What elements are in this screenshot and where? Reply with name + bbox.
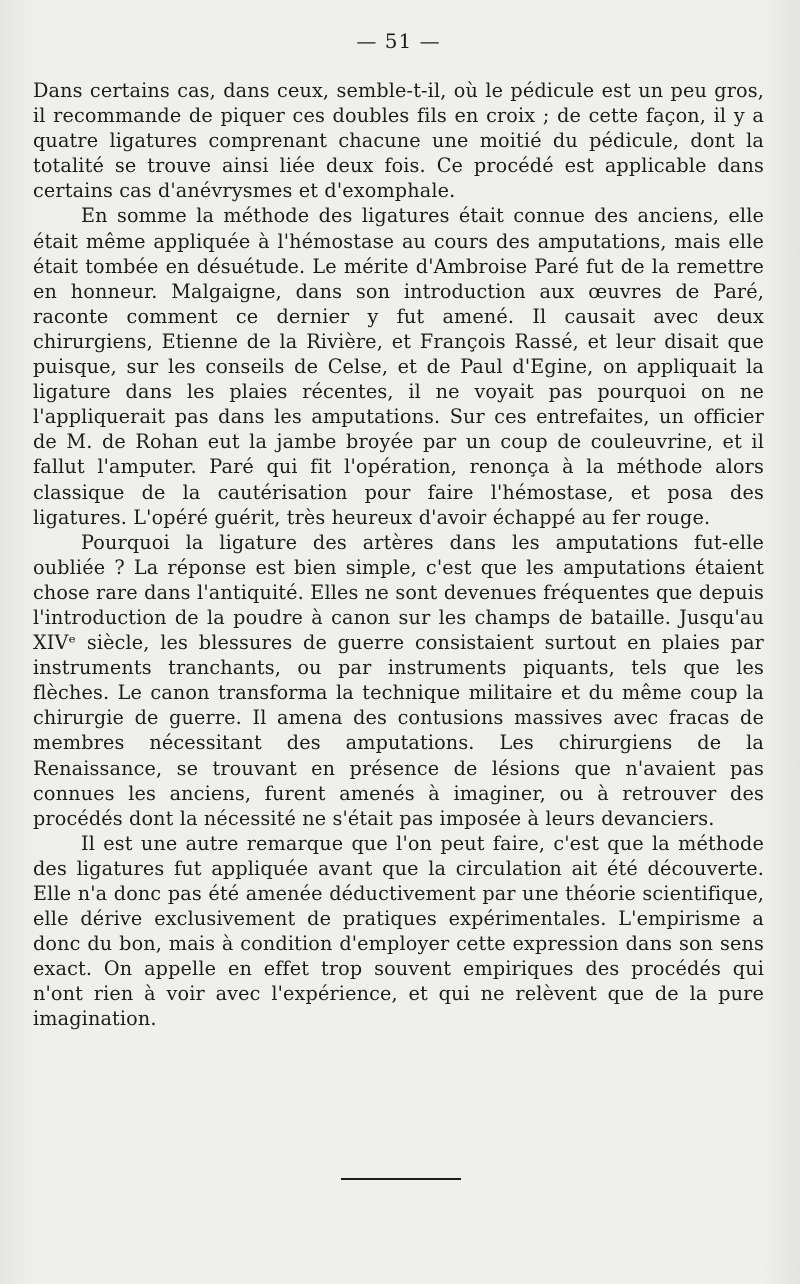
paragraph-4: Il est une autre remarque que l'on peut faire, c'est que la méthode des ligatures fut appliquée avant que la circulation ait été découverte. Elle n'a donc pas été amenée déductivement par une théorie scientifique, elle dérive exclusivement de pratiques expérimentales. L'empirisme a donc du bon, mais à condition d'employer cette expression dans son sens exact. On appelle en effet trop souvent empiriques des procédés qui n'ont rien à voir avec l'expérience, et qui ne relèvent que de la pure imagination. xyxy=(33,831,764,1031)
paragraph-3: Pourquoi la ligature des artères dans les amputations fut-elle oubliée ? La réponse est bien simple, c'est que les amputations étaient chose rare dans l'antiquité. Elles ne sont devenues fréquentes que depuis l'introduction de la poudre à canon sur les champs de bataille. Jusqu'au XIVᵉ siècle, les blessures de guerre consistaient surtout en plaies par instruments tranchants, ou par instruments piquants, tels que les flèches. Le canon transforma la technique militaire et du même coup la chirurgie de guerre. Il amena des contusions massives avec fracas de membres nécessitant des amputations. Les chirurgiens de la Renaissance, se trouvant en présence de lésions que n'avaient pas connues les anciens, furent amenés à imaginer, ou à retrouver des procédés dont la nécessité ne s'était pas imposée à leurs devanciers. xyxy=(33,530,764,830)
section-divider xyxy=(341,1178,461,1180)
page-number: — 51 — xyxy=(356,29,441,53)
paragraph-1: Dans certains cas, dans ceux, semble-t-il, où le pédicule est un peu gros, il recommande de piquer ces doubles fils en croix ; de cette façon, il y a quatre ligatures comprenant chacune une moitié du pédicule, dont la totalité se trouve ainsi liée deux fois. Ce procédé est applicable dans certains cas d'anévrysmes et d'exomphale. xyxy=(33,79,764,203)
paragraph-2: En somme la méthode des ligatures était connue des anciens, elle était même appliquée à l'hémostase au cours des amputations, mais elle était tombée en désuétude. Le mérite d'Ambroise Paré fut de la remettre en honneur. Malgaigne, dans son introduction aux œuvres de Paré, raconte comment ce dernier y fut amené. Il causait avec deux chirurgiens, Etienne de la Rivière, et François Rassé, et leur disait que puisque, sur les conseils de Celse, et de Paul d'Egine, on appliquait la ligature dans les plaies récentes, il ne voyait pas pourquoi on ne l'appliquerait pas dans les amputations. Sur ces entrefaites, un officier de M. de Rohan eut la jambe broyée par un coup de couleuvrine, et il fallut l'amputer. Paré qui fit l'opération, renonça à la méthode alors classique de la cautérisation pour faire l'hémostase, et posa des ligatures. L'opéré guérit, très heureux d'avoir échappé au fer rouge. xyxy=(33,204,764,529)
